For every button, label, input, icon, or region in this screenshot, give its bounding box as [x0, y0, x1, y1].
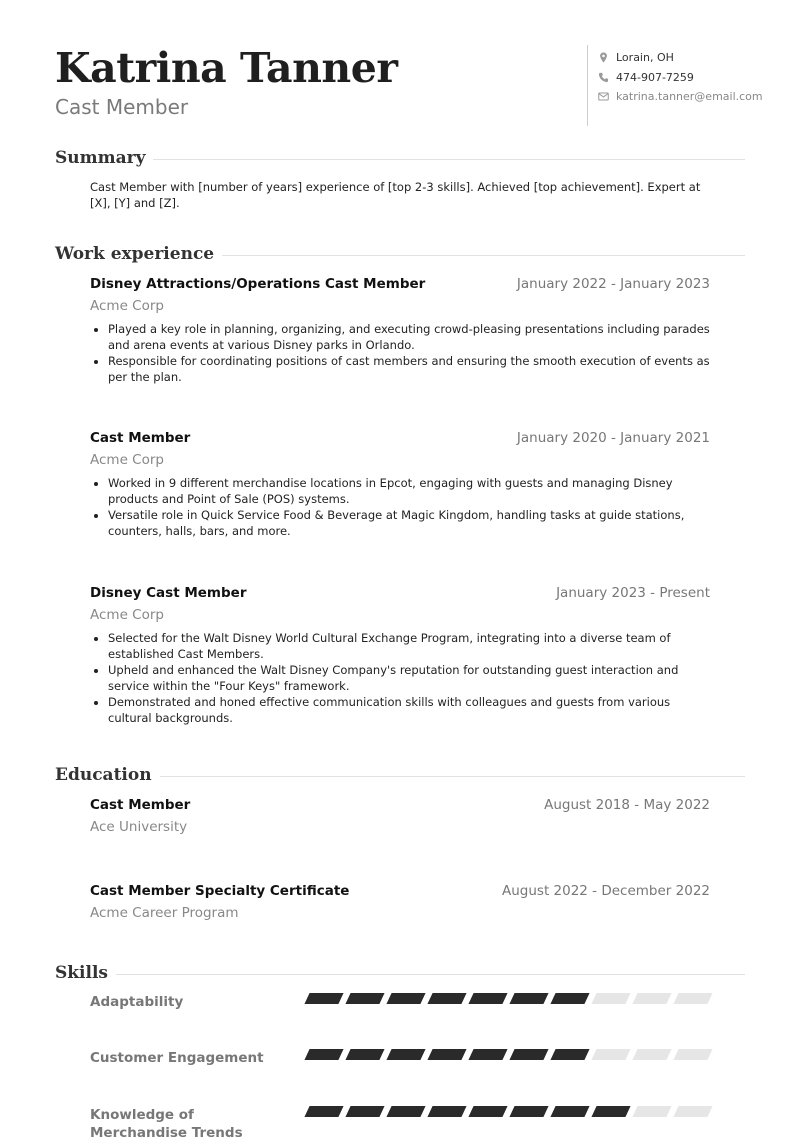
job-company: Acme Corp	[90, 298, 164, 314]
skill-segment-filled	[345, 1106, 384, 1117]
skill-segment-filled	[304, 1049, 343, 1060]
contact-email	[598, 87, 763, 107]
skill-level-bar	[307, 1049, 717, 1060]
job-dates: January 2020 - January 2021	[516, 430, 710, 446]
section-divider	[153, 159, 745, 160]
contact-location	[598, 48, 757, 68]
skill-segment-filled	[427, 1049, 466, 1060]
job-bullets	[90, 630, 710, 726]
skill-segment-filled	[468, 1106, 507, 1117]
skill-name: Adaptability	[90, 994, 184, 1010]
job-bullet: • Played a key role in planning, organizing, and executing crowd-pleasing presentations including parades and arena events at various Disney parks in Orlando.	[108, 321, 710, 353]
degree-title: Cast Member Specialty Certificate	[90, 883, 350, 899]
skill-segment-filled	[550, 1049, 589, 1060]
skill-row	[90, 1106, 715, 1141]
skill-segment-empty	[591, 1049, 630, 1060]
skill-segment-empty	[673, 1106, 712, 1117]
skill-segment-filled	[427, 993, 466, 1004]
section-divider	[160, 776, 745, 777]
section-divider	[116, 974, 745, 975]
skill-segment-filled	[345, 993, 384, 1004]
skill-level-bar	[307, 1106, 717, 1117]
job-company: Acme Corp	[90, 607, 164, 623]
work-heading-text: Work experience	[55, 244, 215, 264]
school-name: Ace University	[90, 819, 188, 835]
work-section-heading	[55, 244, 745, 264]
education-entry	[90, 797, 710, 835]
job-bullet: • Upheld and enhanced the Walt Disney Company's reputation for outstanding guest interaction and service within the "Four Keys" framework.	[108, 662, 710, 694]
skill-segment-filled	[468, 1049, 507, 1060]
job-title: Disney Cast Member	[90, 585, 247, 601]
skill-name: Customer Engagement	[90, 1050, 264, 1066]
work-entry	[90, 585, 710, 726]
degree-dates: August 2018 - May 2022	[544, 797, 710, 813]
skill-segment-filled	[550, 1106, 589, 1117]
skill-segment-empty	[632, 993, 671, 1004]
summary-text: Cast Member with [number of years] experience of [top 2-3 skills]. Achieved [top achievement]. Expert at [X], [Y] and [Z].	[90, 180, 701, 210]
skills-heading-text: Skills	[55, 963, 109, 983]
email-text[interactable]: katrina.tanner@email.com	[616, 90, 763, 104]
skill-segment-filled	[386, 993, 425, 1004]
skill-segment-empty	[591, 993, 630, 1004]
skill-name: Knowledge of Merchandise Trends	[90, 1107, 243, 1141]
skill-segment-filled	[386, 1049, 425, 1060]
skill-segment-filled	[509, 1049, 548, 1060]
work-entry	[90, 430, 710, 539]
skill-row	[90, 1049, 715, 1069]
degree-title: Cast Member	[90, 797, 191, 813]
skill-segment-filled	[304, 1106, 343, 1117]
map-pin-icon	[598, 52, 609, 63]
skill-segment-empty	[673, 1049, 712, 1060]
skill-segment-filled	[386, 1106, 425, 1117]
location-text: Lorain, OH	[616, 51, 674, 65]
skill-segment-filled	[427, 1106, 466, 1117]
job-company: Acme Corp	[90, 452, 164, 468]
candidate-title: Cast Member	[55, 95, 189, 119]
skill-segment-filled	[591, 1106, 630, 1117]
job-bullets	[90, 321, 710, 385]
section-divider	[222, 255, 745, 256]
job-bullets	[90, 475, 710, 539]
contact-block	[587, 45, 763, 126]
work-entry	[90, 276, 710, 385]
skills-section-heading	[55, 963, 745, 983]
job-title: Cast Member	[90, 430, 191, 446]
skill-segment-empty	[632, 1049, 671, 1060]
skill-segment-filled	[304, 993, 343, 1004]
job-bullet: • Responsible for coordinating positions of cast members and ensuring the smooth execution of events as per the plan.	[108, 353, 710, 385]
job-bullet: • Versatile role in Quick Service Food & Beverage at Magic Kingdom, handling tasks at guide stations, counters, halls, bars, and more.	[108, 507, 710, 539]
skill-segment-filled	[345, 1049, 384, 1060]
candidate-name: Katrina Tanner	[55, 44, 398, 92]
skill-segment-filled	[509, 1106, 548, 1117]
phone-text: 474-907-7259	[616, 70, 694, 84]
job-bullet: • Selected for the Walt Disney World Cultural Exchange Program, integrating into a diverse team of established Cast Members.	[108, 630, 710, 662]
job-bullet: • Worked in 9 different merchandise locations in Epcot, engaging with guests and managing Disney products and Point of Sale (POS) systems.	[108, 475, 710, 507]
skill-segment-empty	[673, 993, 712, 1004]
education-heading-text: Education	[55, 765, 152, 785]
job-title: Disney Attractions/Operations Cast Member	[90, 276, 426, 292]
education-entry	[90, 883, 710, 921]
degree-dates: August 2022 - December 2022	[502, 883, 710, 899]
summary-section-heading	[55, 148, 745, 168]
skill-segment-filled	[468, 993, 507, 1004]
skill-row	[90, 993, 715, 1013]
job-dates: January 2023 - Present	[556, 585, 710, 601]
skill-segment-filled	[550, 993, 589, 1004]
job-bullet: • Demonstrated and honed effective communication skills with colleagues and guests from various cultural backgrounds.	[108, 694, 710, 726]
skill-segment-empty	[632, 1106, 671, 1117]
skill-segment-filled	[509, 993, 548, 1004]
education-section-heading	[55, 765, 745, 785]
skill-level-bar	[307, 993, 717, 1004]
phone-icon	[598, 72, 609, 83]
contact-phone	[598, 68, 757, 88]
job-dates: January 2022 - January 2023	[516, 276, 710, 292]
summary-heading-text: Summary	[55, 148, 146, 168]
envelope-icon	[598, 91, 609, 102]
school-name: Acme Career Program	[90, 905, 239, 921]
